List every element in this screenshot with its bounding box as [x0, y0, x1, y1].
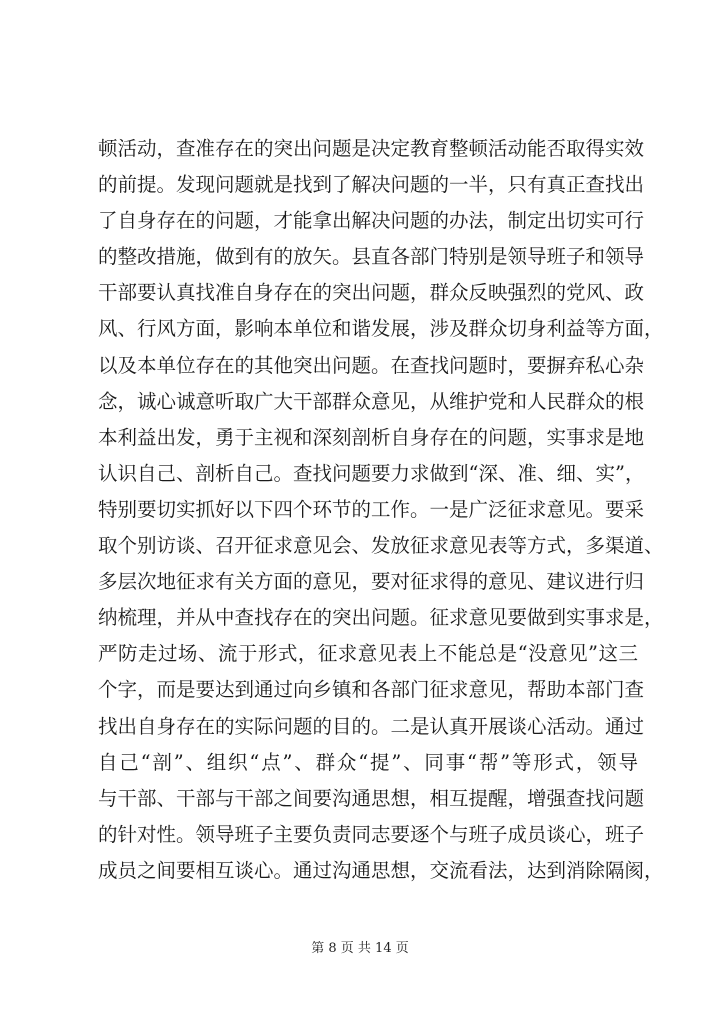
text-line: 纳梳理，并从中查找存在的突出问题。征求意见要做到实事求是，	[98, 606, 664, 630]
text-line: 找出自身存在的实际问题的目的。二是认真开展谈心活动。通过	[98, 714, 645, 738]
text-line: 自己“剖”、组织“点”、群众“提”、同事“帮”等形式，领导	[98, 750, 638, 774]
page-number-footer: 第 8 页 共 14 页	[311, 941, 409, 956]
text-line: 与干部、干部与干部之间要沟通思想，相互提醒，增强查找问题	[98, 786, 645, 810]
text-line: 个字，而是要达到通过向乡镇和各部门征求意见，帮助本部门查	[98, 678, 645, 702]
text-line: 干部要认真找准自身存在的突出问题，群众反映强烈的党风、政	[98, 281, 645, 305]
text-line: 以及本单位存在的其他突出问题。在查找问题时，要摒弃私心杂	[98, 353, 645, 377]
text-line: 严防走过场、流于形式，征求意见表上不能总是“没意见”这三	[98, 642, 638, 666]
text-line: 特别要切实抓好以下四个环节的工作。一是广泛征求意见。要采	[98, 497, 645, 521]
text-line: 风、行风方面，影响本单位和谐发展，涉及群众切身利益等方面，	[98, 317, 664, 341]
text-line: 取个别访谈、召开征求意见会、发放征求意见表等方式，多渠道、	[98, 534, 664, 558]
body-text	[98, 131, 664, 889]
text-line: 认识自己、剖析自己。查找问题要力求做到“深、准、细、实”，	[98, 461, 645, 485]
text-line: 本利益出发，勇于主视和深刻剖析自身存在的问题，实事求是地	[98, 425, 645, 449]
text-line: 的针对性。领导班子主要负责同志要逐个与班子成员谈心，班子	[98, 822, 645, 846]
text-line: 多层次地征求有关方面的意见，要对征求得的意见、建议进行归	[98, 570, 645, 594]
text-line: 了自身存在的问题，才能拿出解决问题的办法，制定出切实可行	[98, 209, 645, 233]
text-line: 成员之间要相互谈心。通过沟通思想，交流看法，达到消除隔阂，	[98, 858, 664, 882]
text-line: 的整改措施，做到有的放矢。县直各部门特别是领导班子和领导	[98, 245, 645, 269]
text-line: 的前提。发现问题就是找到了解决问题的一半，只有真正查找出	[98, 173, 645, 197]
text-line: 顿活动，查准存在的突出问题是决定教育整顿活动能否取得实效	[98, 137, 645, 160]
text-line: 念，诚心诚意听取广大干部群众意见，从维护党和人民群众的根	[98, 389, 645, 413]
